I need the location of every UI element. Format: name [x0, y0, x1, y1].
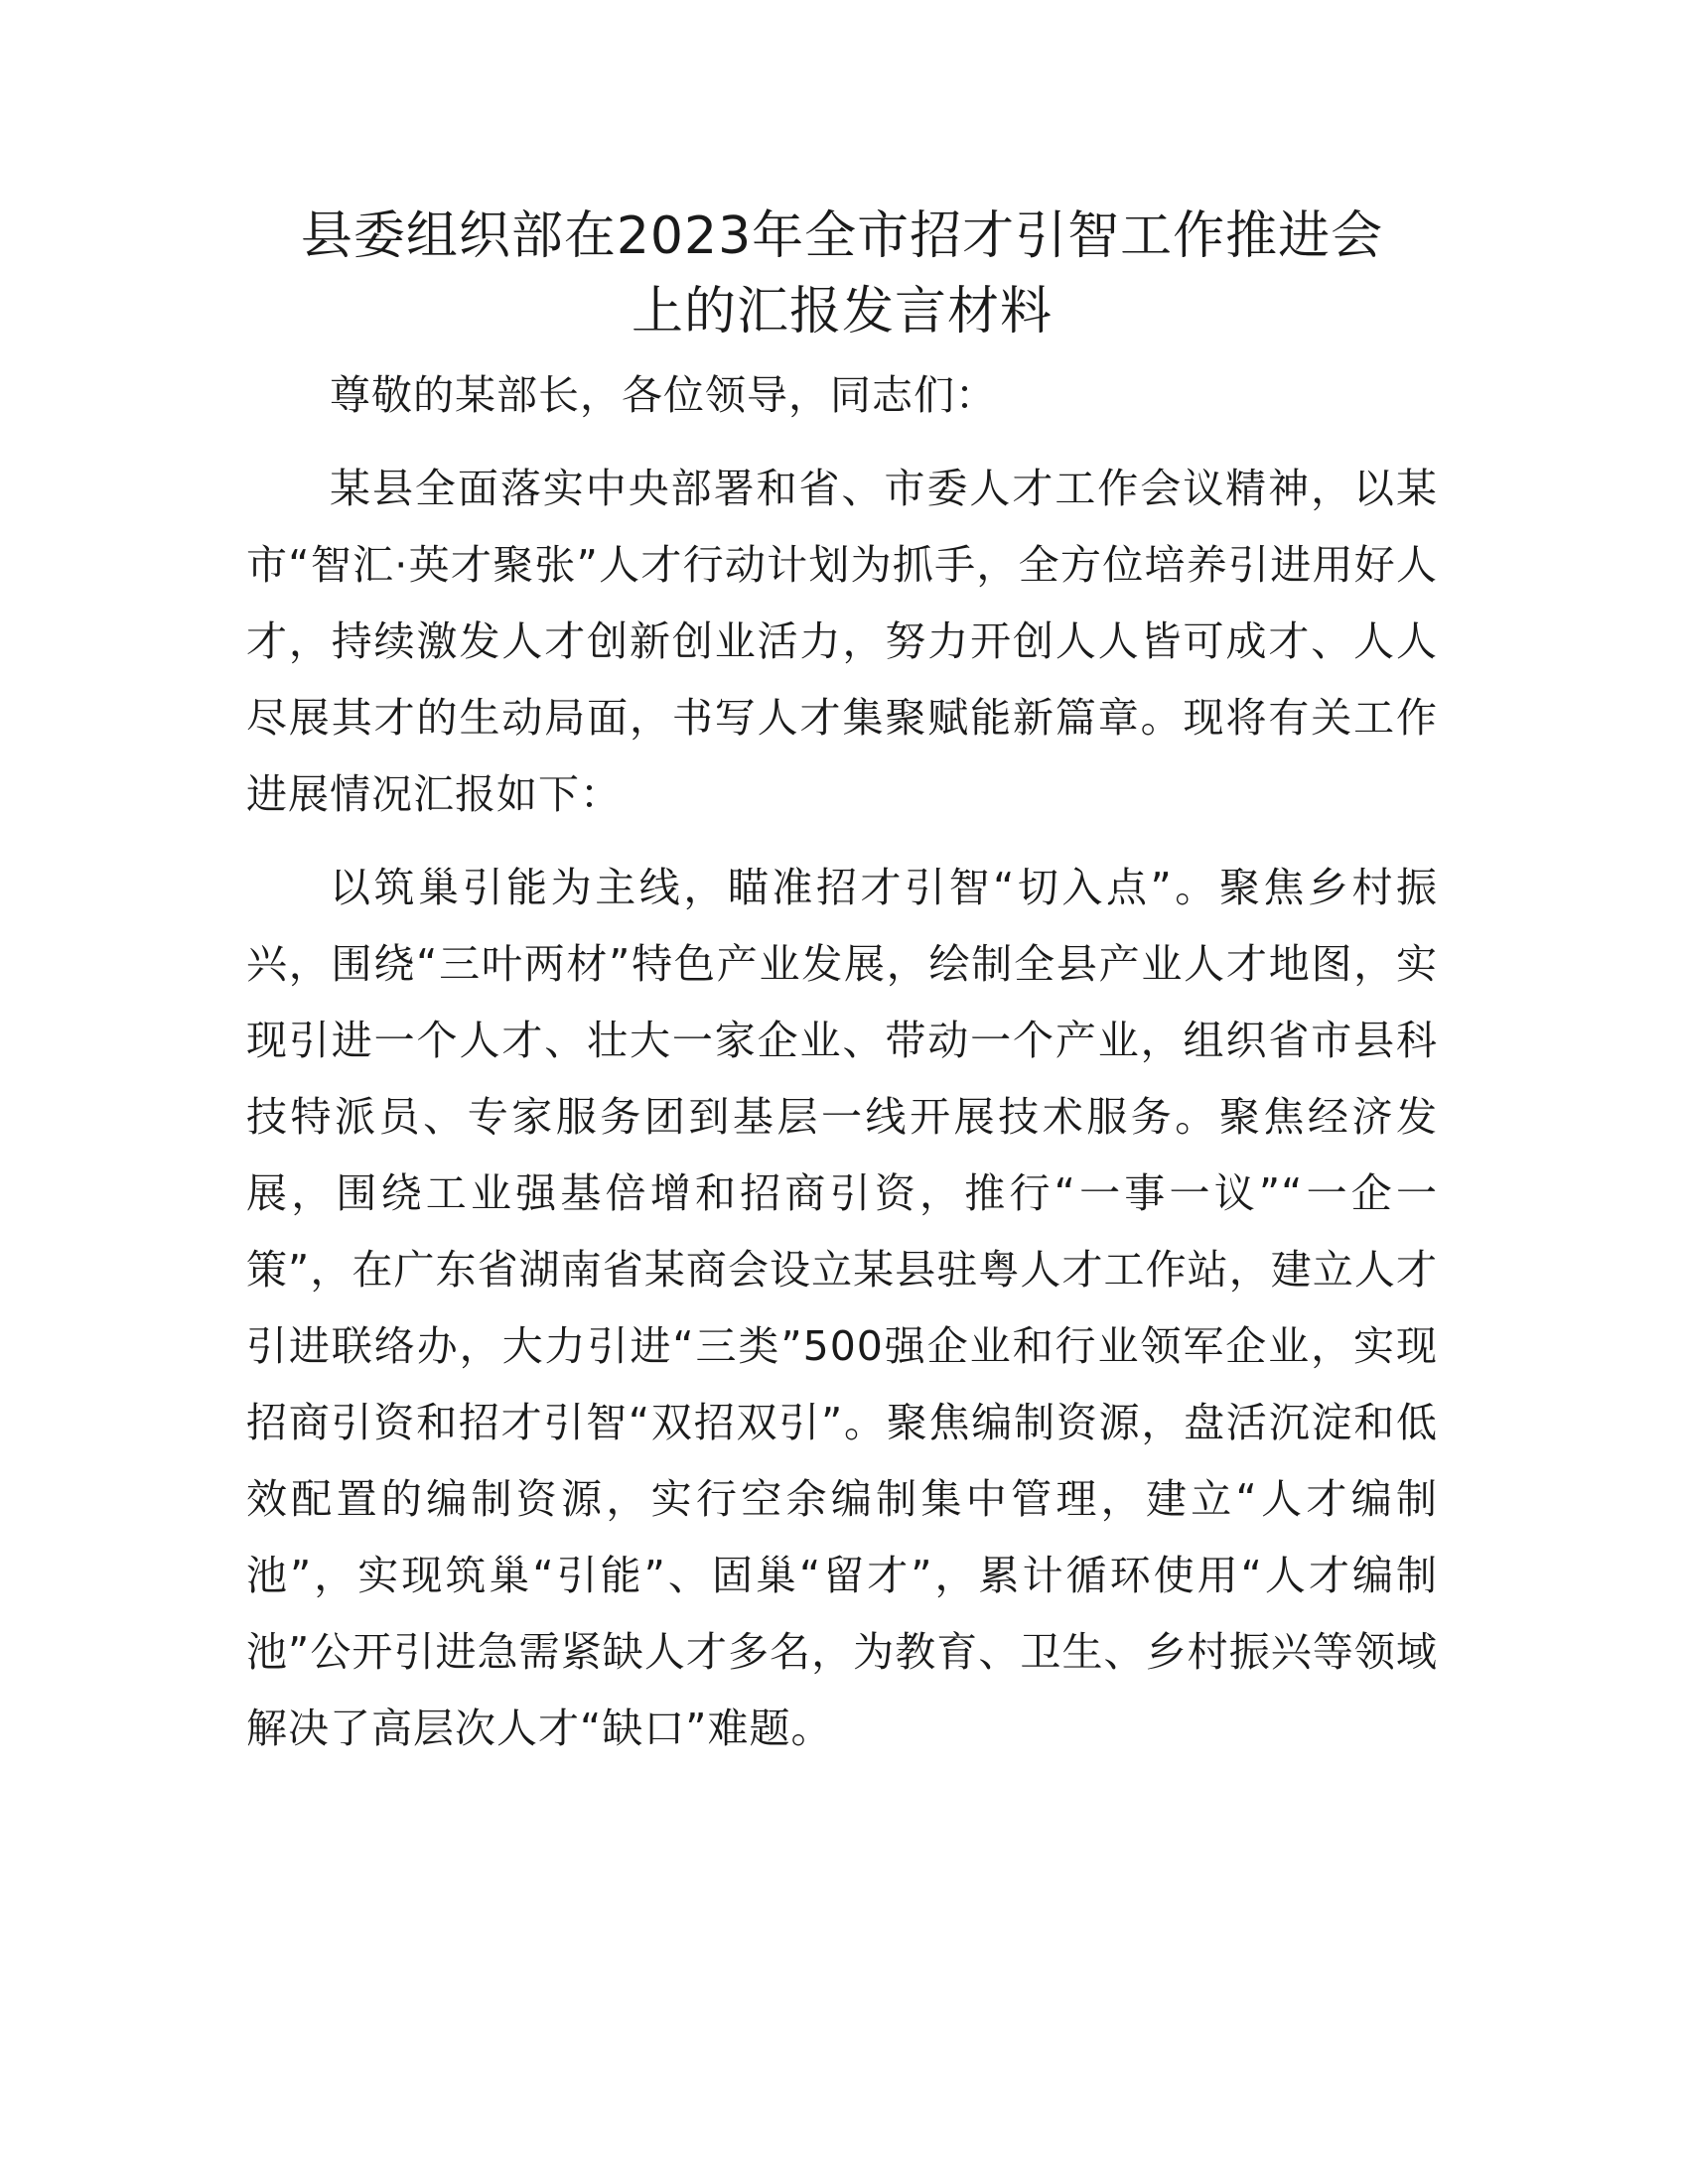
title-line-2: 上的汇报发言材料	[631, 282, 1053, 341]
salutation: 尊敬的某部长，各位领导，同志们：	[330, 371, 997, 419]
paragraph-talent-attraction: 以筑巢引能为主线，瞄准招才引智“切入点”。聚焦乡村振兴，围绕“三叶两材”特色产业发展，绘制全县产业人才地图，实现引进一个人才、壮大一家企业、带动一个产业，组织省市县科技特派员、专家服务团到基层一线开展技术服务。聚焦经济发展，围绕工业强基倍增和招商引资，推行“一事一议”“一企一策”，在广东省湖南省某商会设立某县驻粤人才工作站，建立人才引进联络办，大力引进“三类”500强企业和行业领军企业，实现招商引资和招才引智“双招双引”。聚焦编制资源，盘活沉淀和低效配置的编制资源，实行空余编制集中管理，建立“人才编制池”，实现筑巢“引能”、固巢“留才”，累计循环使用“人才编制池”公开引进急需紧缺人才多名，为教育、卫生、乡村振兴等领域解决了高层次人才“缺口”难题。	[246, 864, 1438, 1752]
document-title	[246, 199, 1438, 349]
paragraph-intro: 某县全面落实中央部署和省、市委人才工作会议精神，以某市“智汇·英才聚张”人才行动计划为抓手，全方位培养引进用好人才，持续激发人才创新创业活力，努力开创人人皆可成才、人人尽展其才的生动局面，书写人才集聚赋能新篇章。现将有关工作进展情况汇报如下：	[246, 465, 1438, 818]
document-body	[246, 199, 1438, 1767]
title-line-1: 县委组织部在2023年全市招才引智工作推进会	[300, 206, 1384, 266]
